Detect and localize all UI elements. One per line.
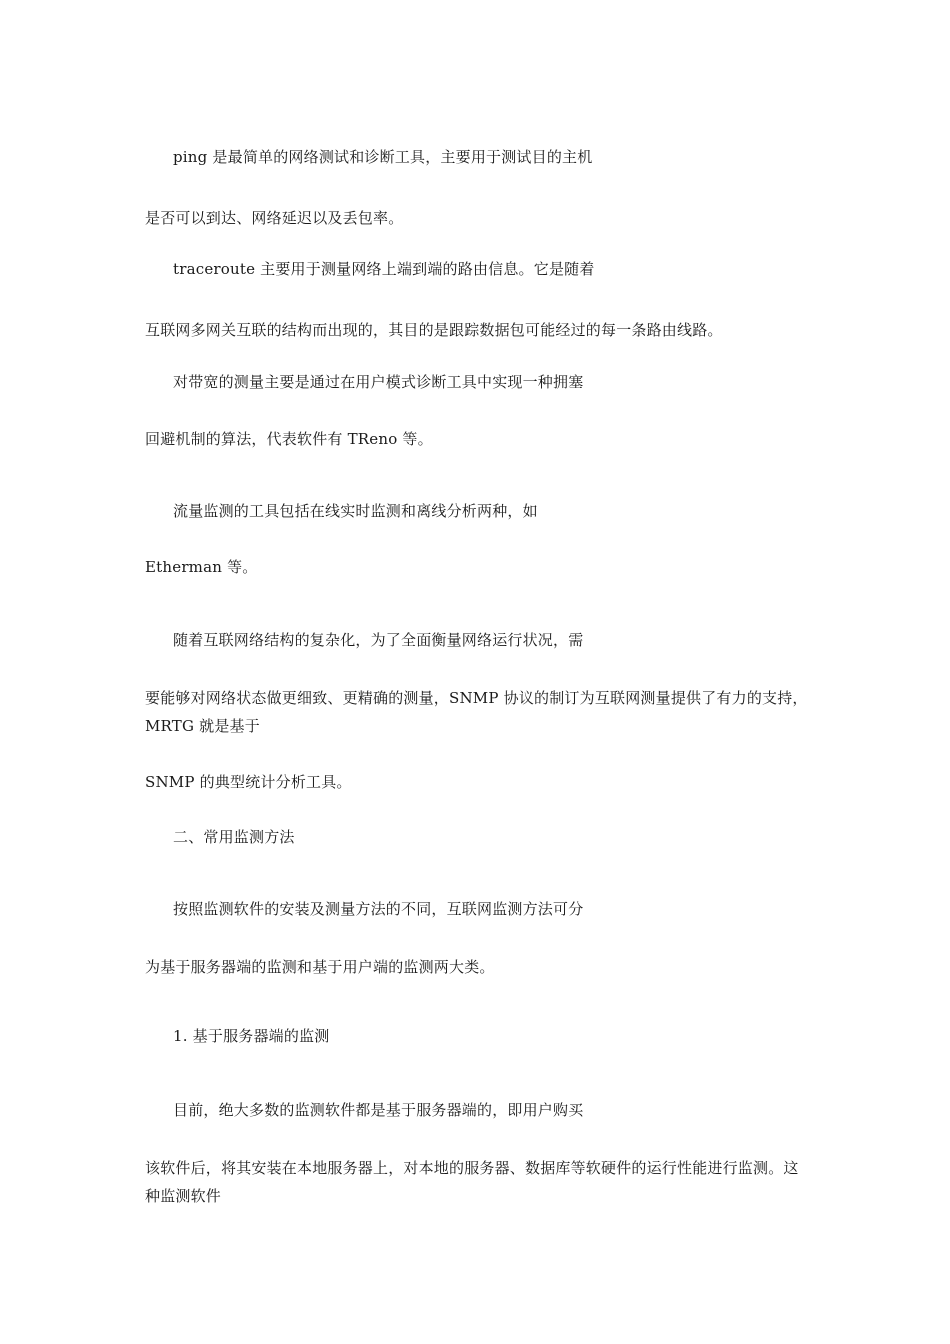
paragraph-traffic-line-2: Etherman 等。 xyxy=(145,558,258,576)
paragraph-traceroute-line-1: traceroute 主要用于测量网络上端到端的路由信息。它是随着 xyxy=(173,260,595,278)
paragraph-bandwidth-line-2: 回避机制的算法，代表软件有 TReno 等。 xyxy=(145,430,433,448)
paragraph-ping-line-1: ping 是最简单的网络测试和诊断工具，主要用于测试目的主机 xyxy=(173,148,593,166)
paragraph-methods-line-1: 按照监测软件的安装及测量方法的不同，互联网监测方法可分 xyxy=(173,900,584,918)
paragraph-methods-line-2: 为基于服务器端的监测和基于用户端的监测两大类。 xyxy=(145,958,495,976)
paragraph-ping-line-2: 是否可以到达、网络延迟以及丢包率。 xyxy=(145,209,404,227)
paragraph-traffic-line-1: 流量监测的工具包括在线实时监测和离线分析两种，如 xyxy=(173,502,538,520)
paragraph-server-line-1: 目前，绝大多数的监测软件都是基于服务器端的，即用户购买 xyxy=(173,1101,584,1119)
paragraph-snmp-line-2: 要能够对网络状态做更细致、更精确的测量，SNMP 协议的制订为互联网测量提供了有力的支持，MRTG 就是基于 xyxy=(145,689,808,735)
paragraph-traceroute-line-2: 互联网多网关互联的结构而出现的，其目的是跟踪数据包可能经过的每一条路由线路。 xyxy=(145,321,723,339)
paragraph-bandwidth-line-1: 对带宽的测量主要是通过在用户模式诊断工具中实现一种拥塞 xyxy=(173,373,584,391)
paragraph-snmp-line-3: SNMP 的典型统计分析工具。 xyxy=(145,773,352,791)
paragraph-server-line-2: 该软件后，将其安装在本地服务器上，对本地的服务器、数据库等软硬件的运行性能进行监测。这种监测软件 xyxy=(145,1159,799,1205)
subsection-heading: 1. 基于服务器端的监测 xyxy=(173,1027,330,1045)
section-heading: 二、常用监测方法 xyxy=(173,828,295,846)
paragraph-snmp-line-1: 随着互联网络结构的复杂化，为了全面衡量网络运行状况，需 xyxy=(173,631,584,649)
